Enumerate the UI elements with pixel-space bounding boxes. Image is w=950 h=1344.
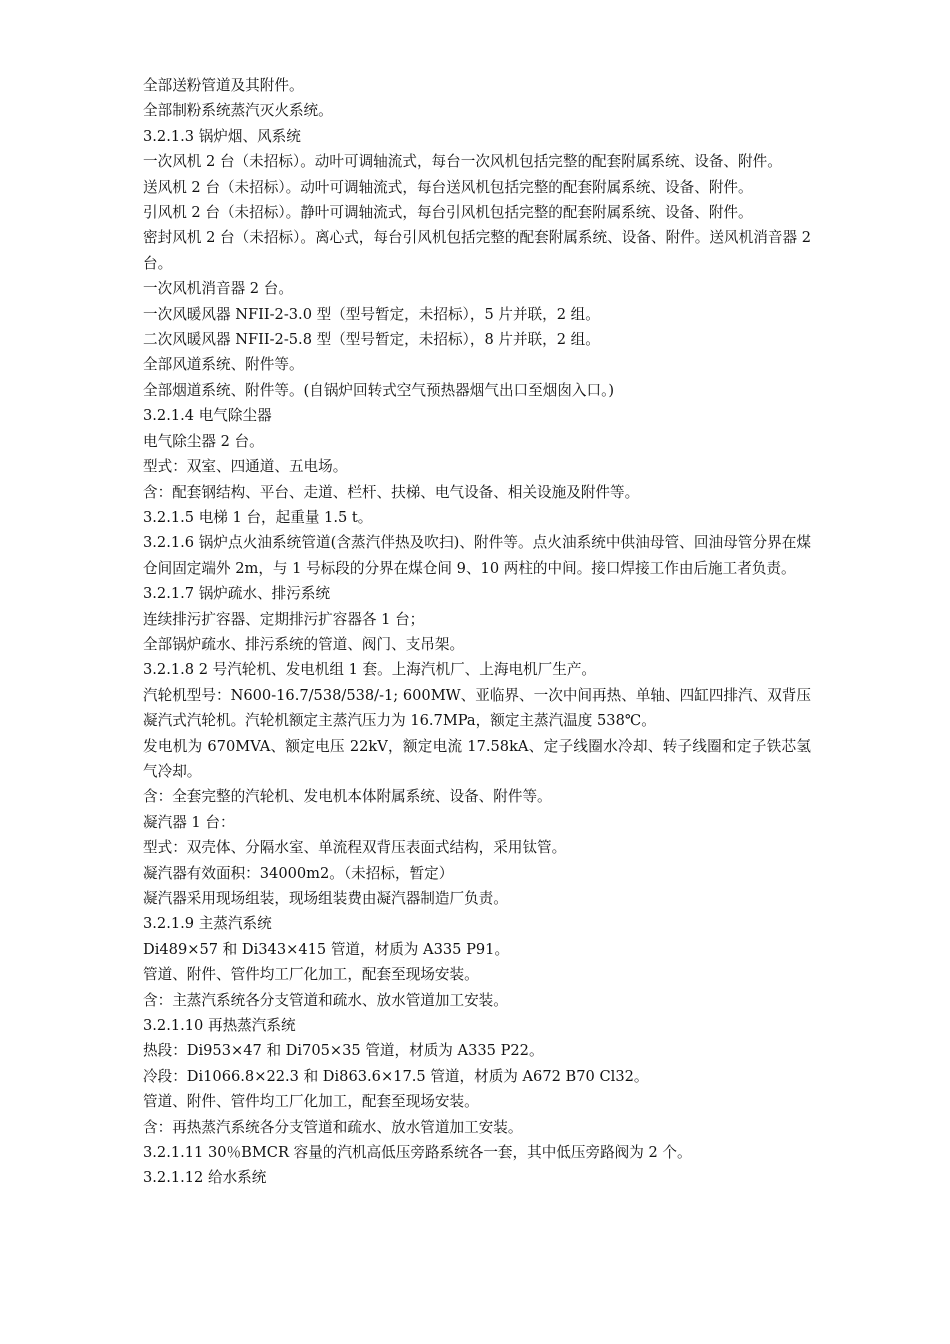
paragraph: 电气除尘器 2 台。 xyxy=(143,432,264,450)
paragraph: 型式：双壳体、分隔水室、单流程双背压表面式结构，采用钛管。 xyxy=(143,839,567,857)
paragraph: 引风机 2 台（未招标）。静叶可调轴流式，每台引风机包括完整的配套附属系统、设备、附件。 xyxy=(143,204,753,222)
paragraph: 全部风道系统、附件等。 xyxy=(143,356,304,374)
section-heading: 3.2.1.8 2 号汽轮机、发电机组 1 套。上海汽机厂、上海电机厂生产。 xyxy=(143,661,597,679)
section-heading: 3.2.1.11 30％BMCR 容量的汽机高低压旁路系统各一套，其中低压旁路阀为 2 个。 xyxy=(143,1144,692,1162)
paragraph: 管道、附件、管件均工厂化加工，配套至现场安装。 xyxy=(143,1093,479,1111)
paragraph: 全部锅炉疏水、排污系统的管道、阀门、支吊架。 xyxy=(143,635,465,653)
paragraph: 管道、附件、管件均工厂化加工，配套至现场安装。 xyxy=(143,966,479,984)
paragraph: 含：再热蒸汽系统各分支管道和疏水、放水管道加工安装。 xyxy=(143,1118,523,1136)
paragraph: 含：配套钢结构、平台、走道、栏杆、扶梯、电气设备、相关设施及附件等。 xyxy=(143,483,640,501)
paragraph: 一次风暖风器 NFII-2-3.0 型（型号暂定，未招标），5 片并联，2 组。 xyxy=(143,305,600,323)
section-heading: 3.2.1.9 主蒸汽系统 xyxy=(143,915,272,933)
section-heading: 3.2.1.3 锅炉烟、风系统 xyxy=(143,127,301,145)
paragraph: 送风机 2 台（未招标）。动叶可调轴流式，每台送风机包括完整的配套附属系统、设备、附件。 xyxy=(143,178,753,196)
document-body xyxy=(143,73,811,1191)
paragraph: 含：主蒸汽系统各分支管道和疏水、放水管道加工安装。 xyxy=(143,991,508,1009)
section-heading: 3.2.1.7 锅炉疏水、排污系统 xyxy=(143,585,331,603)
section-heading: 3.2.1.12 给水系统 xyxy=(143,1169,267,1187)
section-heading: 3.2.1.6 锅炉点火油系统管道(含蒸汽伴热及吹扫)、附件等。点火油系统中供油母管、回油母管分界在煤仓间固定端外 2m，与 1 号标段的分界在煤仓间 9、10 两柱的中间。接口焊接工作由后施工者负责。 xyxy=(143,534,811,577)
paragraph: 凝汽器有效面积：34000m2。（未招标，暂定） xyxy=(143,864,454,882)
paragraph: 连续排污扩容器、定期排污扩容器各 1 台； xyxy=(143,610,425,628)
section-heading: 3.2.1.10 再热蒸汽系统 xyxy=(143,1017,296,1035)
section-heading: 3.2.1.5 电梯 1 台，起重量 1.5 t。 xyxy=(143,508,373,526)
paragraph: 全部制粉系统蒸汽灭火系统。 xyxy=(143,102,333,120)
paragraph: 凝汽器 1 台： xyxy=(143,813,235,831)
paragraph: 凝汽器采用现场组装，现场组装费由凝汽器制造厂负责。 xyxy=(143,890,508,907)
paragraph: 热段：Di953×47 和 Di705×35 管道，材质为 A335 P22。 xyxy=(143,1042,544,1060)
paragraph: 发电机为 670MVA、额定电压 22kV，额定电流 17.58kA、定子线圈水冷却、转子线圈和定子铁芯氢气冷却。 xyxy=(143,737,811,780)
section-heading: 3.2.1.4 电气除尘器 xyxy=(143,407,272,425)
paragraph: 一次风机消音器 2 台。 xyxy=(143,280,293,298)
paragraph: 型式：双室、四通道、五电场。 xyxy=(143,458,348,476)
paragraph: 冷段：Di1066.8×22.3 和 Di863.6×17.5 管道，材质为 A672 B70 Cl32。 xyxy=(143,1067,649,1085)
paragraph: Di489×57 和 Di343×415 管道，材质为 A335 P91。 xyxy=(143,940,510,958)
paragraph: 全部送粉管道及其附件。 xyxy=(143,77,304,94)
paragraph: 密封风机 2 台（未招标）。离心式，每台引风机包括完整的配套附属系统、设备、附件。送风机消音器 2 台。 xyxy=(143,229,811,272)
paragraph: 一次风机 2 台（未招标）。动叶可调轴流式，每台一次风机包括完整的配套附属系统、设备、附件。 xyxy=(143,153,782,171)
paragraph: 汽轮机型号：N600-16.7/538/538/-1; 600MW、亚临界、一次中间再热、单轴、四缸四排汽、双背压凝汽式汽轮机。汽轮机额定主蒸汽压力为 16.7MPa，额定主蒸汽温度 538℃。 xyxy=(143,686,811,730)
paragraph: 含：全套完整的汽轮机、发电机本体附属系统、设备、附件等。 xyxy=(143,788,552,806)
paragraph: 全部烟道系统、附件等。(自锅炉回转式空气预热器烟气出口至烟囱入口。) xyxy=(143,381,615,399)
paragraph: 二次风暖风器 NFII-2-5.8 型（型号暂定，未招标），8 片并联，2 组。 xyxy=(143,331,600,349)
